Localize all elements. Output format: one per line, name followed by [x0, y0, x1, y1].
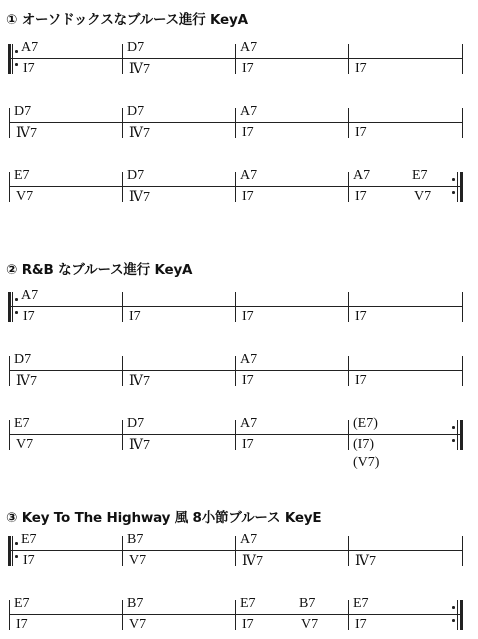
bar-line — [9, 108, 10, 138]
staff-line — [9, 614, 463, 615]
bar-line — [122, 172, 123, 202]
bar-line — [9, 420, 10, 450]
degree-label: Ⅳ7 — [242, 554, 263, 569]
bar-line — [122, 536, 123, 566]
degree-label: I7 — [242, 189, 254, 204]
bar-line — [9, 600, 10, 630]
section-title: ③ Key To The Highway 風 8小節ブルース KeyE — [6, 510, 322, 526]
bar-line — [462, 44, 463, 74]
bar-line — [122, 600, 123, 630]
bar-line — [462, 356, 463, 386]
repeat-end-thick-bar — [460, 172, 463, 202]
chord-name: E7 — [14, 596, 30, 611]
chord-name: E7 — [14, 168, 30, 183]
bar-line — [462, 292, 463, 322]
repeat-end-dots — [452, 606, 455, 624]
bar-line — [235, 108, 236, 138]
degree-label: Ⅳ7 — [129, 438, 150, 453]
bar-line — [235, 292, 236, 322]
repeat-start-thick-bar — [8, 292, 11, 322]
degree-label: I7 — [16, 617, 28, 632]
bar-line — [235, 44, 236, 74]
degree-label: I7 — [355, 373, 367, 388]
bar-line — [122, 420, 123, 450]
chord-name: (E7) — [353, 416, 378, 431]
chord-name: E7 — [240, 596, 256, 611]
staff-row — [9, 416, 463, 470]
chord-name: A7 — [240, 40, 258, 55]
chord-name: B7 — [127, 532, 144, 547]
degree-label: V7 — [16, 437, 34, 452]
staff-line — [9, 306, 463, 307]
section-title: ① オーソドックスなブルース進行 KeyA — [6, 12, 248, 28]
degree-label: Ⅳ7 — [16, 126, 37, 141]
degree-label: I7 — [355, 309, 367, 324]
chord-name: A7 — [240, 352, 258, 367]
chord-name: D7 — [127, 416, 145, 431]
degree-label: I7 — [355, 61, 367, 76]
degree-label: I7 — [242, 309, 254, 324]
chord-name: D7 — [14, 104, 32, 119]
degree-label: Ⅳ7 — [129, 62, 150, 77]
staff-row — [9, 104, 463, 141]
staff-line — [9, 186, 463, 187]
staff-line — [9, 370, 463, 371]
bar-line — [9, 172, 10, 202]
degree-label: I7 — [355, 617, 367, 632]
bar-line — [122, 108, 123, 138]
repeat-end-thin-bar — [457, 600, 458, 630]
chord-name: A7 — [21, 288, 39, 303]
bar-line — [235, 536, 236, 566]
staff-row — [9, 352, 463, 389]
bar-line — [348, 108, 349, 138]
bar-line — [122, 292, 123, 322]
degree-label: V7 — [16, 189, 34, 204]
bar-line — [462, 108, 463, 138]
degree-label: I7 — [355, 189, 367, 204]
chord-name: D7 — [14, 352, 32, 367]
repeat-end-thick-bar — [460, 600, 463, 630]
degree-label: I7 — [242, 373, 254, 388]
bar-line — [122, 44, 123, 74]
chord-name: E7 — [353, 596, 369, 611]
chord-name: B7 — [299, 596, 316, 611]
repeat-start-thin-bar — [12, 536, 13, 566]
degree-label: I7 — [242, 125, 254, 140]
degree-label: I7 — [242, 617, 254, 632]
repeat-end-thin-bar — [457, 172, 458, 202]
repeat-end-thick-bar — [460, 420, 463, 450]
bar-line — [348, 600, 349, 630]
degree-label: I7 — [355, 125, 367, 140]
repeat-start-thick-bar — [8, 536, 11, 566]
section-title: ② R&B なブルース進行 KeyA — [6, 262, 193, 278]
bar-line — [348, 420, 349, 450]
degree-label: Ⅳ7 — [16, 374, 37, 389]
degree-label: I7 — [23, 553, 35, 568]
staff-row — [9, 288, 463, 324]
repeat-start-dots — [15, 50, 18, 68]
chord-name: A7 — [353, 168, 371, 183]
staff-row — [9, 532, 463, 569]
bar-line — [235, 420, 236, 450]
bar-line — [348, 292, 349, 322]
bar-line — [9, 356, 10, 386]
bar-line — [235, 356, 236, 386]
degree-label: V7 — [129, 553, 147, 568]
degree-label: I7 — [242, 61, 254, 76]
chord-name: A7 — [240, 532, 258, 547]
staff-row — [9, 40, 463, 77]
repeat-start-thin-bar — [12, 44, 13, 74]
bar-line — [348, 172, 349, 202]
bar-line — [348, 536, 349, 566]
degree-label: V7 — [414, 189, 432, 204]
chord-name: E7 — [412, 168, 428, 183]
degree-label: Ⅳ7 — [129, 126, 150, 141]
degree-label-alt: (V7) — [353, 455, 380, 470]
bar-line — [348, 44, 349, 74]
bar-line — [235, 172, 236, 202]
chord-name: A7 — [240, 168, 258, 183]
degree-label: V7 — [129, 617, 147, 632]
degree-label: Ⅳ7 — [355, 554, 376, 569]
bar-line — [235, 600, 236, 630]
repeat-start-dots — [15, 542, 18, 560]
repeat-start-dots — [15, 298, 18, 316]
chord-name: D7 — [127, 168, 145, 183]
degree-label: V7 — [301, 617, 319, 632]
repeat-start-thin-bar — [12, 292, 13, 322]
degree-label: (I7) — [353, 437, 374, 452]
chord-name: A7 — [21, 40, 39, 55]
bar-line — [122, 356, 123, 386]
bar-line — [348, 356, 349, 386]
degree-label: I7 — [242, 437, 254, 452]
chord-name: E7 — [14, 416, 30, 431]
chord-name: A7 — [240, 104, 258, 119]
staff-line — [9, 122, 463, 123]
repeat-end-dots — [452, 178, 455, 196]
staff-line — [9, 550, 463, 551]
degree-label: I7 — [129, 309, 141, 324]
degree-label: I7 — [23, 309, 35, 324]
repeat-end-dots — [452, 426, 455, 444]
chord-name: A7 — [240, 416, 258, 431]
chord-name: B7 — [127, 596, 144, 611]
staff-row — [9, 596, 463, 632]
degree-label: I7 — [23, 61, 35, 76]
degree-label: Ⅳ7 — [129, 374, 150, 389]
chord-name: D7 — [127, 40, 145, 55]
bar-line — [462, 536, 463, 566]
staff-line — [9, 58, 463, 59]
degree-label: Ⅳ7 — [129, 190, 150, 205]
chord-name: E7 — [21, 532, 37, 547]
staff-row — [9, 168, 463, 205]
chord-name: D7 — [127, 104, 145, 119]
repeat-end-thin-bar — [457, 420, 458, 450]
repeat-start-thick-bar — [8, 44, 11, 74]
staff-line — [9, 434, 463, 435]
